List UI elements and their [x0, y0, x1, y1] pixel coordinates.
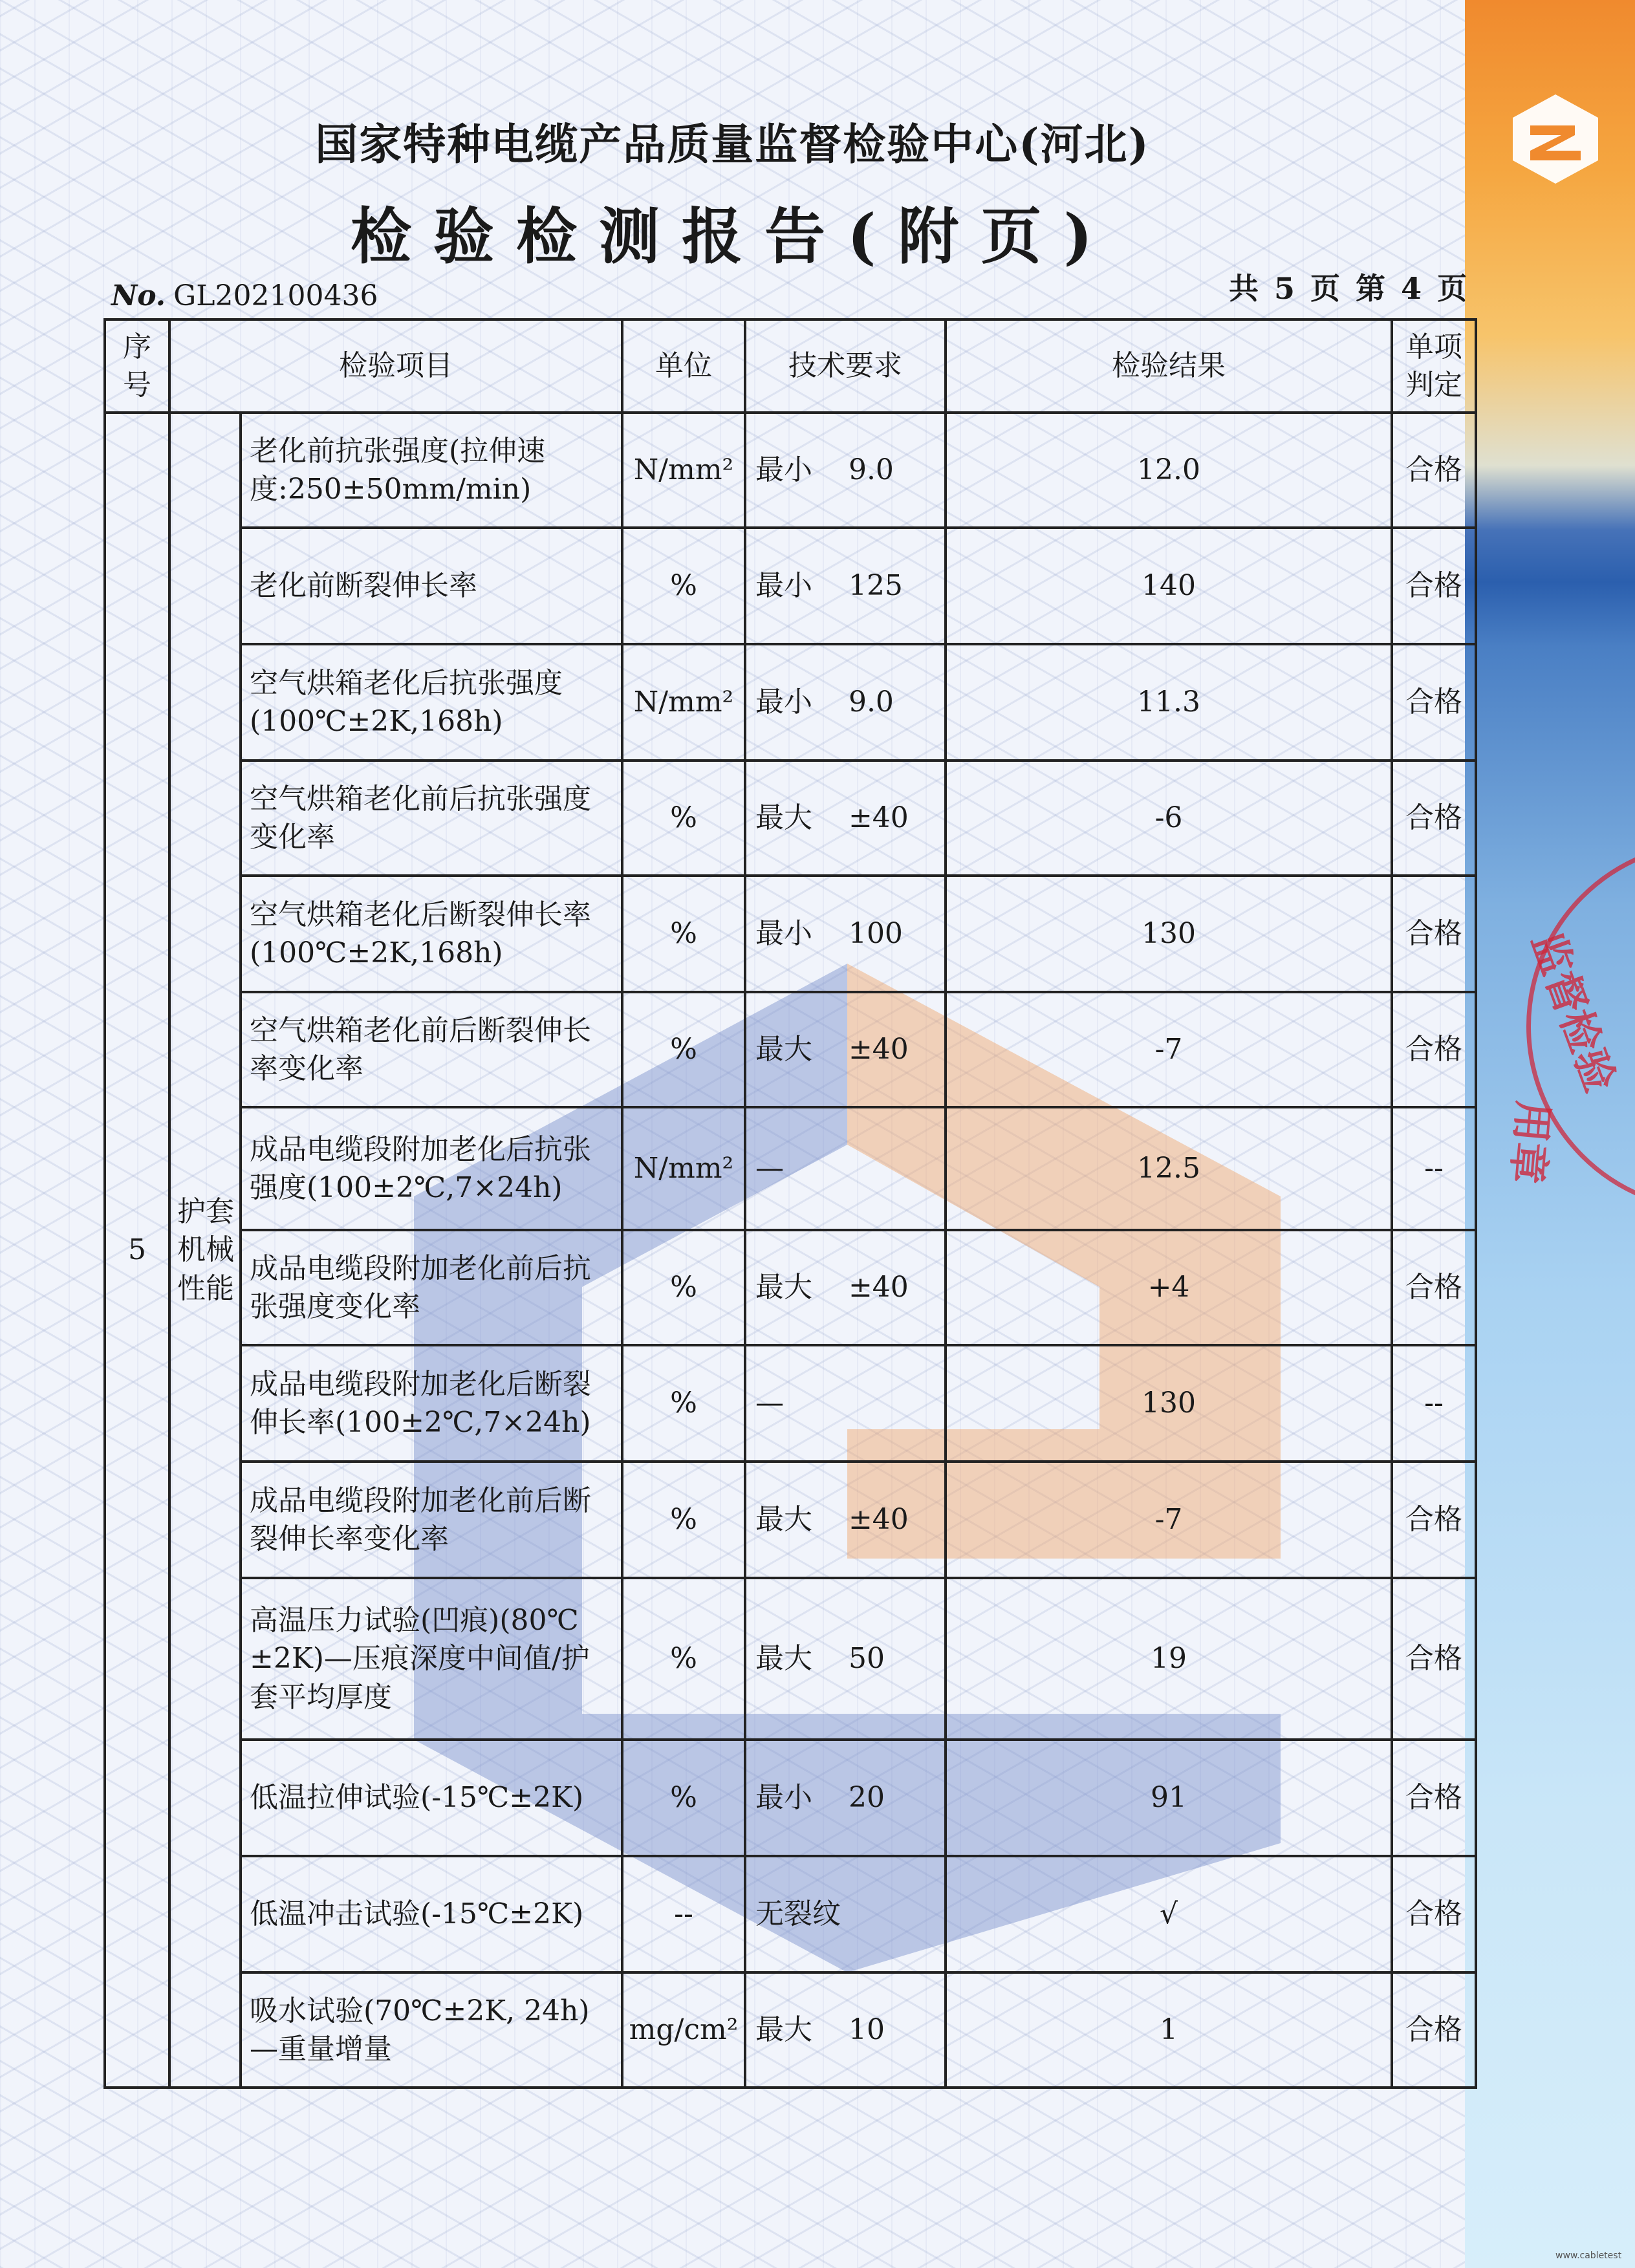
- result-cell: 1: [946, 1972, 1392, 2088]
- inspection-table: [103, 318, 1477, 2089]
- test-item-cell: 老化前抗张强度(拉伸速度:250±50mm/min): [241, 413, 622, 528]
- result-cell: 140: [946, 528, 1392, 644]
- requirement-cell: 最小 100: [745, 876, 946, 992]
- table-header-row: [105, 319, 1476, 413]
- judgement-cell: 合格: [1392, 992, 1476, 1107]
- requirement-cell: 最小 125: [745, 528, 946, 644]
- judgement-cell: 合格: [1392, 528, 1476, 644]
- result-cell: 12.0: [946, 413, 1392, 528]
- result-cell: +4: [946, 1230, 1392, 1345]
- result-cell: 19: [946, 1578, 1392, 1740]
- unit-cell: %: [622, 1462, 745, 1578]
- unit-cell: %: [622, 528, 745, 644]
- unit-cell: %: [622, 876, 745, 992]
- report-number-label: No.: [111, 279, 166, 312]
- footer-watermark-text: www.cabletest: [1555, 2251, 1622, 2261]
- table-row: [105, 761, 1476, 876]
- header-requirement: 技术要求: [745, 319, 946, 413]
- doc-title: 检验检测报告(附页): [351, 201, 1114, 272]
- result-cell: 11.3: [946, 644, 1392, 761]
- header-result: 检验结果: [946, 319, 1392, 413]
- report-number: [111, 279, 378, 312]
- requirement-cell: 最小 9.0: [745, 413, 946, 528]
- unit-cell: %: [622, 1578, 745, 1740]
- table-row: [105, 413, 1476, 528]
- header-unit: 单位: [622, 319, 745, 413]
- table-row: [105, 1462, 1476, 1578]
- unit-cell: %: [622, 1230, 745, 1345]
- result-cell: 130: [946, 1345, 1392, 1462]
- judgement-cell: 合格: [1392, 1462, 1476, 1578]
- judgement-cell: 合格: [1392, 761, 1476, 876]
- table-row: [105, 644, 1476, 761]
- test-item-cell: 空气烘箱老化前后断裂伸长率变化率: [241, 992, 622, 1107]
- unit-cell: %: [622, 1740, 745, 1856]
- group-category: [169, 413, 241, 2088]
- result-cell: -6: [946, 761, 1392, 876]
- judgement-cell: --: [1392, 1107, 1476, 1230]
- table-row: [105, 1972, 1476, 2088]
- requirement-cell: 最大 ±40: [745, 992, 946, 1107]
- report-number-value: GL202100436: [173, 279, 378, 312]
- table-row: [105, 1230, 1476, 1345]
- test-item-cell: 低温冲击试验(-15℃±2K): [241, 1856, 622, 1972]
- requirement-cell: 最大 ±40: [745, 1462, 946, 1578]
- requirement-cell: 最小 9.0: [745, 644, 946, 761]
- org-title: 国家特种电缆产品质量监督检验中心(河北): [315, 119, 1150, 169]
- judgement-cell: 合格: [1392, 876, 1476, 992]
- judgement-cell: 合格: [1392, 1856, 1476, 1972]
- table-row: [105, 528, 1476, 644]
- stamp-top-text: 监督检验: [1522, 926, 1624, 1099]
- table-row: [105, 1578, 1476, 1740]
- table-row: [105, 876, 1476, 992]
- table-row: [105, 1345, 1476, 1462]
- judgement-cell: 合格: [1392, 1578, 1476, 1740]
- group-number: 5: [105, 413, 169, 2088]
- requirement-cell: 最大 ±40: [745, 1230, 946, 1345]
- judgement-cell: 合格: [1392, 413, 1476, 528]
- unit-cell: %: [622, 1345, 745, 1462]
- header-no: 序号: [105, 319, 169, 413]
- unit-cell: %: [622, 761, 745, 876]
- requirement-cell: 最大 ±40: [745, 761, 946, 876]
- table-row: [105, 1856, 1476, 1972]
- requirement-cell: 最大 50: [745, 1578, 946, 1740]
- test-item-cell: 高温压力试验(凹痕)(80℃±2K)—压痕深度中间值/护套平均厚度: [241, 1578, 622, 1740]
- unit-cell: mg/cm²: [622, 1972, 745, 2088]
- table-row: [105, 1107, 1476, 1230]
- test-item-cell: 成品电缆段附加老化前后断裂伸长率变化率: [241, 1462, 622, 1578]
- group-category-label: 护套机械性能: [177, 1194, 234, 1305]
- test-item-cell: 低温拉伸试验(-15℃±2K): [241, 1740, 622, 1856]
- header-judgement: 单项判定: [1392, 319, 1476, 413]
- unit-cell: N/mm²: [622, 413, 745, 528]
- result-cell: 130: [946, 876, 1392, 992]
- requirement-cell: —: [745, 1345, 946, 1462]
- test-item-cell: 空气烘箱老化后断裂伸长率(100℃±2K,168h): [241, 876, 622, 992]
- test-item-cell: 成品电缆段附加老化前后抗张强度变化率: [241, 1230, 622, 1345]
- result-cell: 91: [946, 1740, 1392, 1856]
- requirement-cell: 最大 10: [745, 1972, 946, 2088]
- test-item-cell: 成品电缆段附加老化后抗张强度(100±2℃,7×24h): [241, 1107, 622, 1230]
- judgement-cell: 合格: [1392, 1740, 1476, 1856]
- requirement-cell: 最小 20: [745, 1740, 946, 1856]
- result-cell: -7: [946, 1462, 1392, 1578]
- center-logo-icon: [1507, 91, 1604, 188]
- test-item-cell: 空气烘箱老化前后抗张强度变化率: [241, 761, 622, 876]
- judgement-cell: --: [1392, 1345, 1476, 1462]
- result-cell: -7: [946, 992, 1392, 1107]
- requirement-cell: —: [745, 1107, 946, 1230]
- unit-cell: --: [622, 1856, 745, 1972]
- unit-cell: %: [622, 992, 745, 1107]
- header-item: 检验项目: [169, 319, 622, 413]
- judgement-cell: 合格: [1392, 1972, 1476, 2088]
- result-cell: √: [946, 1856, 1392, 1972]
- unit-cell: N/mm²: [622, 644, 745, 761]
- test-item-cell: 吸水试验(70℃±2K, 24h)—重量增量: [241, 1972, 622, 2088]
- test-item-cell: 成品电缆段附加老化后断裂伸长率(100±2℃,7×24h): [241, 1345, 622, 1462]
- page-indicator: 共 5 页 第 4 页: [1229, 271, 1470, 306]
- requirement-cell: 无裂纹: [745, 1856, 946, 1972]
- stamp-bottom-text: 用章: [1502, 1099, 1557, 1186]
- table-row: [105, 992, 1476, 1107]
- judgement-cell: 合格: [1392, 1230, 1476, 1345]
- judgement-cell: 合格: [1392, 644, 1476, 761]
- unit-cell: N/mm²: [622, 1107, 745, 1230]
- test-item-cell: 老化前断裂伸长率: [241, 528, 622, 644]
- table-row: [105, 1740, 1476, 1856]
- result-cell: 12.5: [946, 1107, 1392, 1230]
- test-item-cell: 空气烘箱老化后抗张强度(100℃±2K,168h): [241, 644, 622, 761]
